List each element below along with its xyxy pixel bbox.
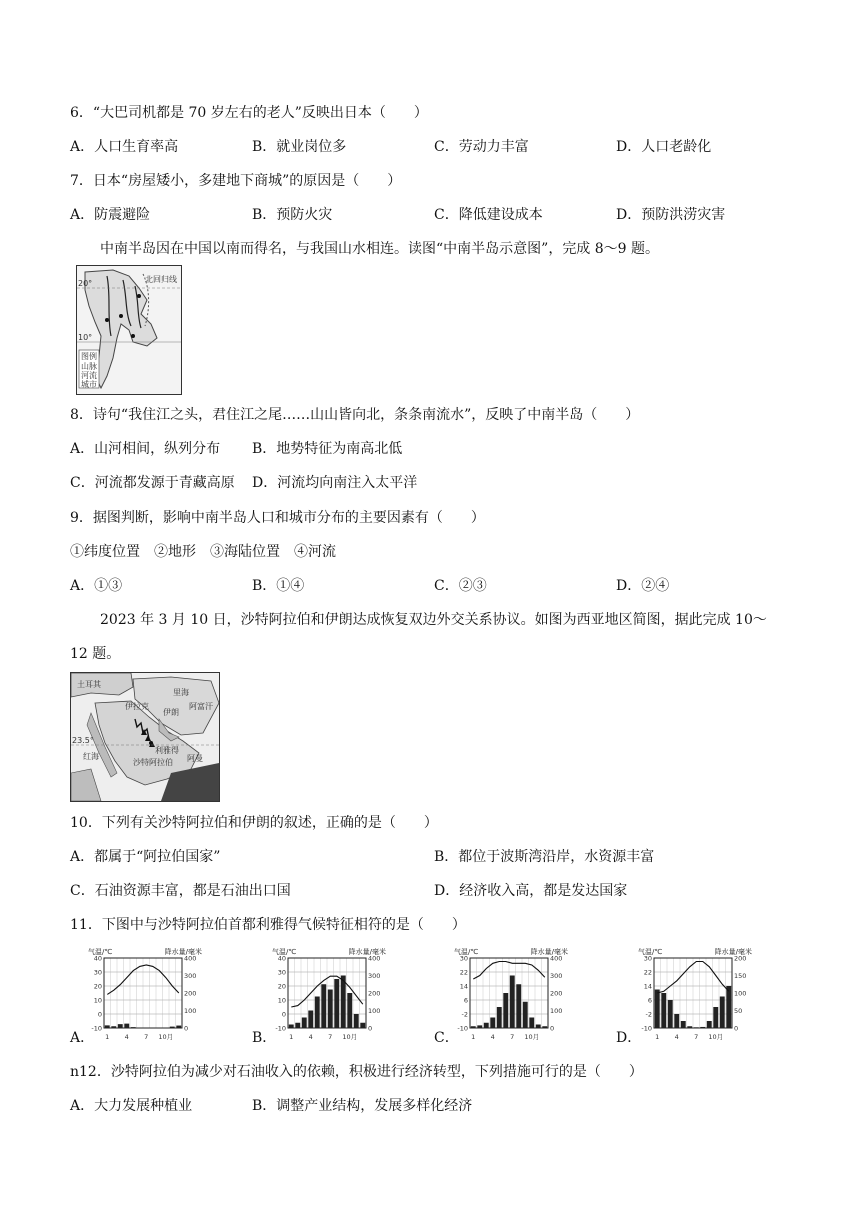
temp-tick-label: 0 xyxy=(281,1010,286,1019)
temp-tick-label: 6 xyxy=(647,996,652,1005)
precip-bar xyxy=(289,1025,294,1029)
q11-option-a: A． xyxy=(70,1030,95,1046)
precip-bar xyxy=(655,990,660,1029)
temp-tick-label: 30 xyxy=(277,968,286,977)
month-label: 4 xyxy=(308,1033,313,1041)
q6-option-b: B．就业岗位多 xyxy=(252,139,347,155)
q8-option-a: A．山河相间，纵列分布 xyxy=(70,441,221,457)
temp-tick-label: 30 xyxy=(459,954,468,963)
q10-option-d: D．经济收入高，都是发达国家 xyxy=(434,883,628,899)
precip-tick-label: 0 xyxy=(734,1024,739,1033)
q9-option-a: A．①③ xyxy=(70,578,123,594)
precip-tick-label: 100 xyxy=(734,989,747,998)
temp-tick-label: 22 xyxy=(459,968,468,977)
question-8-stem: 8．诗句“我住江之头，君住江之尾……山山皆向北，条条南流水”，反映了中南半岛（ ） xyxy=(70,407,640,423)
precip-bar xyxy=(707,1021,712,1028)
temp-tick-label: 40 xyxy=(277,954,286,963)
precip-bar xyxy=(536,1025,541,1029)
precip-tick-label: 200 xyxy=(368,989,381,998)
map-legend-title: 图例 xyxy=(81,352,97,361)
precip-bar xyxy=(302,1018,307,1029)
temp-tick-label: 20 xyxy=(93,982,102,991)
climate-chart-svg xyxy=(86,946,204,1042)
climate-chart-svg xyxy=(270,946,388,1042)
climate-chart-svg xyxy=(452,946,570,1042)
q7-option-d: D．预防洪涝灾害 xyxy=(616,207,726,223)
precip-bar xyxy=(694,1027,699,1028)
precip-tick-label: 400 xyxy=(184,954,197,963)
precip-tick-label: 400 xyxy=(550,954,563,963)
question-12-stem: n12．沙特阿拉伯为减少对石油收入的依赖，积极进行经济转型，下列措施可行的是（ ） xyxy=(70,1064,643,1080)
precip-bar xyxy=(315,997,320,1029)
question-9-factors: ①纬度位置 ②地形 ③海陆位置 ④河流 xyxy=(70,544,336,560)
precip-bar xyxy=(542,1026,547,1028)
precip-bar xyxy=(124,1024,129,1028)
map-label-10: 10° xyxy=(78,333,93,342)
temp-tick-label: -10 xyxy=(457,1024,468,1033)
precip-bar xyxy=(105,1025,110,1028)
month-label: 4 xyxy=(674,1033,679,1041)
temp-axis-title: 气温/℃ xyxy=(638,948,663,956)
q12-option-b: B．调整产业结构，发展多样化经济 xyxy=(252,1098,473,1114)
temp-axis-title: 气温/℃ xyxy=(272,948,297,956)
precip-bar xyxy=(687,1026,692,1028)
q11-option-b: B． xyxy=(252,1030,277,1046)
map-label-riyadh: 利雅得 xyxy=(155,746,179,755)
precip-axis-title: 降水量/毫米 xyxy=(714,948,752,956)
precip-tick-label: 50 xyxy=(734,1007,743,1015)
q9-option-d: D．②④ xyxy=(616,578,670,594)
intro-10-12-line2: 12 题。 xyxy=(70,646,121,662)
precip-bar xyxy=(529,1018,534,1029)
temp-tick-label: -10 xyxy=(641,1024,652,1033)
precip-bar xyxy=(131,1027,136,1028)
map-label-caspian: 里海 xyxy=(173,688,189,697)
temp-tick-label: 0 xyxy=(97,1010,102,1019)
temp-tick-label: 14 xyxy=(643,982,652,991)
temp-tick-label: 20 xyxy=(277,982,286,991)
precip-tick-label: 300 xyxy=(184,972,197,980)
precip-bar xyxy=(700,1027,705,1028)
temp-axis-title: 气温/℃ xyxy=(88,948,113,956)
q8-option-d: D．河流均向南注入太平洋 xyxy=(252,475,418,491)
q10-option-a: A．都属于“阿拉伯国家” xyxy=(70,849,221,865)
q11-option-d: D． xyxy=(616,1030,642,1046)
precip-bar xyxy=(176,1026,181,1028)
temp-tick-label: 40 xyxy=(93,954,102,963)
precip-tick-label: 100 xyxy=(368,1007,381,1015)
precip-tick-label: 100 xyxy=(550,1007,563,1015)
month-label: 1 xyxy=(289,1033,294,1041)
precip-bar xyxy=(118,1024,123,1028)
month-label: 4 xyxy=(124,1033,129,1041)
precip-axis-title: 降水量/毫米 xyxy=(348,948,386,956)
question-11-stem: 11．下图中与沙特阿拉伯首都利雅得气候特征相符的是（ ） xyxy=(70,917,466,933)
precip-bar xyxy=(726,986,731,1028)
west-asia-map xyxy=(70,672,220,802)
map-label-turkey: 土耳其 xyxy=(77,680,101,689)
map-label-tropic: 北回归线 xyxy=(145,275,177,284)
temp-tick-label: -10 xyxy=(91,1024,102,1033)
month-label: 10月 xyxy=(342,1033,358,1041)
precip-bar xyxy=(713,1007,718,1028)
precip-bar xyxy=(516,984,521,1028)
precip-bar xyxy=(484,1023,489,1028)
precip-bar xyxy=(503,993,508,1028)
map-legend-mountain: 山脉 xyxy=(81,362,97,371)
precip-tick-label: 200 xyxy=(734,954,747,963)
precip-bar xyxy=(321,984,326,1028)
temp-tick-label: 6 xyxy=(463,996,468,1005)
month-label: 7 xyxy=(328,1033,333,1041)
precip-axis-title: 降水量/毫米 xyxy=(164,948,202,956)
temp-tick-label: 30 xyxy=(643,954,652,963)
climate-chart-svg xyxy=(636,946,754,1042)
precip-bar xyxy=(111,1026,116,1028)
q10-option-c: C．石油资源丰富，都是石油出口国 xyxy=(70,883,291,899)
q6-option-c: C．劳动力丰富 xyxy=(434,139,529,155)
precip-tick-label: 0 xyxy=(184,1024,189,1033)
question-6-stem: 6．“大巴司机都是 70 岁左右的老人”反映出日本（ ） xyxy=(70,105,428,121)
climate-chart-a xyxy=(86,946,204,1042)
q8-option-b: B．地势特征为南高北低 xyxy=(252,441,403,457)
precip-tick-label: 400 xyxy=(368,954,381,963)
precip-bar xyxy=(668,1000,673,1028)
precip-bar xyxy=(360,1023,365,1028)
question-7-stem: 7．日本“房屋矮小，多建地下商城”的原因是（ ） xyxy=(70,173,402,189)
q7-option-b: B．预防火灾 xyxy=(252,207,333,223)
map-label-iran: 伊朗 xyxy=(163,708,179,717)
temp-tick-label: 22 xyxy=(643,968,652,977)
temp-tick-label: -2 xyxy=(645,1010,652,1019)
precip-bar xyxy=(170,1027,175,1028)
q9-option-b: B．①④ xyxy=(252,578,305,594)
q10-option-b: B．都位于波斯湾沿岸，水资源丰富 xyxy=(434,849,655,865)
precip-tick-label: 0 xyxy=(550,1024,555,1033)
month-label: 10月 xyxy=(158,1033,174,1041)
month-label: 7 xyxy=(144,1033,149,1041)
month-label: 1 xyxy=(471,1033,476,1041)
climate-chart-c xyxy=(452,946,570,1042)
intro-10-12-line1: 2023 年 3 月 10 日，沙特阿拉伯和伊朗达成恢复双边外交关系协议。如图为西亚地区简图，据此完成 10～ xyxy=(100,612,767,628)
temp-tick-label: 10 xyxy=(277,996,286,1005)
temp-axis-title: 气温/℃ xyxy=(454,948,479,956)
month-label: 1 xyxy=(105,1033,110,1041)
temp-tick-label: 14 xyxy=(459,982,468,991)
temp-tick-label: 30 xyxy=(93,968,102,977)
precip-bar xyxy=(295,1023,300,1028)
map-label-oman: 阿曼 xyxy=(187,754,203,763)
month-label: 1 xyxy=(655,1033,660,1041)
precip-bar xyxy=(720,997,725,1029)
indochina-map xyxy=(76,265,182,395)
q7-option-c: C．降低建设成本 xyxy=(434,207,543,223)
climate-chart-b xyxy=(270,946,388,1042)
precip-bar xyxy=(510,976,515,1029)
question-10-stem: 10．下列有关沙特阿拉伯和伊朗的叙述，正确的是（ ） xyxy=(70,815,438,831)
q8-option-c: C．河流都发源于青藏高原 xyxy=(70,475,235,491)
month-label: 10月 xyxy=(524,1033,540,1041)
precip-tick-label: 100 xyxy=(184,1007,197,1015)
precip-bar xyxy=(490,1018,495,1029)
map-label-iraq: 伊拉克 xyxy=(125,702,149,711)
map-label-red-sea: 红海 xyxy=(83,752,99,761)
month-label: 4 xyxy=(490,1033,495,1041)
month-label: 10月 xyxy=(708,1033,724,1041)
precip-tick-label: 200 xyxy=(550,989,563,998)
precip-tick-label: 150 xyxy=(734,972,747,980)
month-label: 7 xyxy=(694,1033,699,1041)
map-label-saudi: 沙特阿拉伯 xyxy=(133,758,173,767)
precip-tick-label: 300 xyxy=(368,972,381,980)
precip-bar xyxy=(471,1026,476,1028)
map-legend-city: 城市 xyxy=(81,380,97,389)
precip-axis-title: 降水量/毫米 xyxy=(530,948,568,956)
q7-option-a: A．防震避险 xyxy=(70,207,151,223)
precip-bar xyxy=(523,1002,528,1028)
map-legend-river: 河流 xyxy=(81,371,97,380)
precip-bar xyxy=(661,993,666,1028)
precip-bar xyxy=(497,1007,502,1028)
precip-tick-label: 0 xyxy=(368,1024,373,1033)
intro-8-9: 中南半岛因在中国以南而得名，与我国山水相连。读图“中南半岛示意图”，完成 8～9 题。 xyxy=(100,241,660,257)
q11-option-c: C． xyxy=(434,1030,459,1046)
precip-bar xyxy=(477,1025,482,1028)
precip-bar xyxy=(347,993,352,1028)
q6-option-a: A．人口生育率高 xyxy=(70,139,179,155)
q12-option-a: A．大力发展种植业 xyxy=(70,1098,193,1114)
climate-chart-d xyxy=(636,946,754,1042)
precip-tick-label: 200 xyxy=(184,989,197,998)
month-label: 7 xyxy=(510,1033,515,1041)
temp-tick-label: -10 xyxy=(275,1024,286,1033)
map-label-20: 20° xyxy=(78,279,93,288)
precip-bar xyxy=(354,1014,359,1028)
precip-bar xyxy=(341,976,346,1029)
temp-tick-label: -2 xyxy=(461,1010,468,1019)
map-label-afghanistan: 阿富汗 xyxy=(189,702,213,711)
precip-bar xyxy=(674,1014,679,1028)
precip-bar xyxy=(328,990,333,1029)
precip-bar xyxy=(681,1021,686,1028)
map-label-tropic-2: 23.5° xyxy=(72,736,94,745)
precip-bar xyxy=(308,1011,313,1029)
precip-bar xyxy=(334,979,339,1028)
question-9-stem: 9．据图判断，影响中南半岛人口和城市分布的主要因素有（ ） xyxy=(70,510,485,526)
q6-option-d: D．人口老龄化 xyxy=(616,139,712,155)
q9-option-c: C．②③ xyxy=(434,578,487,594)
temp-tick-label: 10 xyxy=(93,996,102,1005)
precip-tick-label: 300 xyxy=(550,972,563,980)
